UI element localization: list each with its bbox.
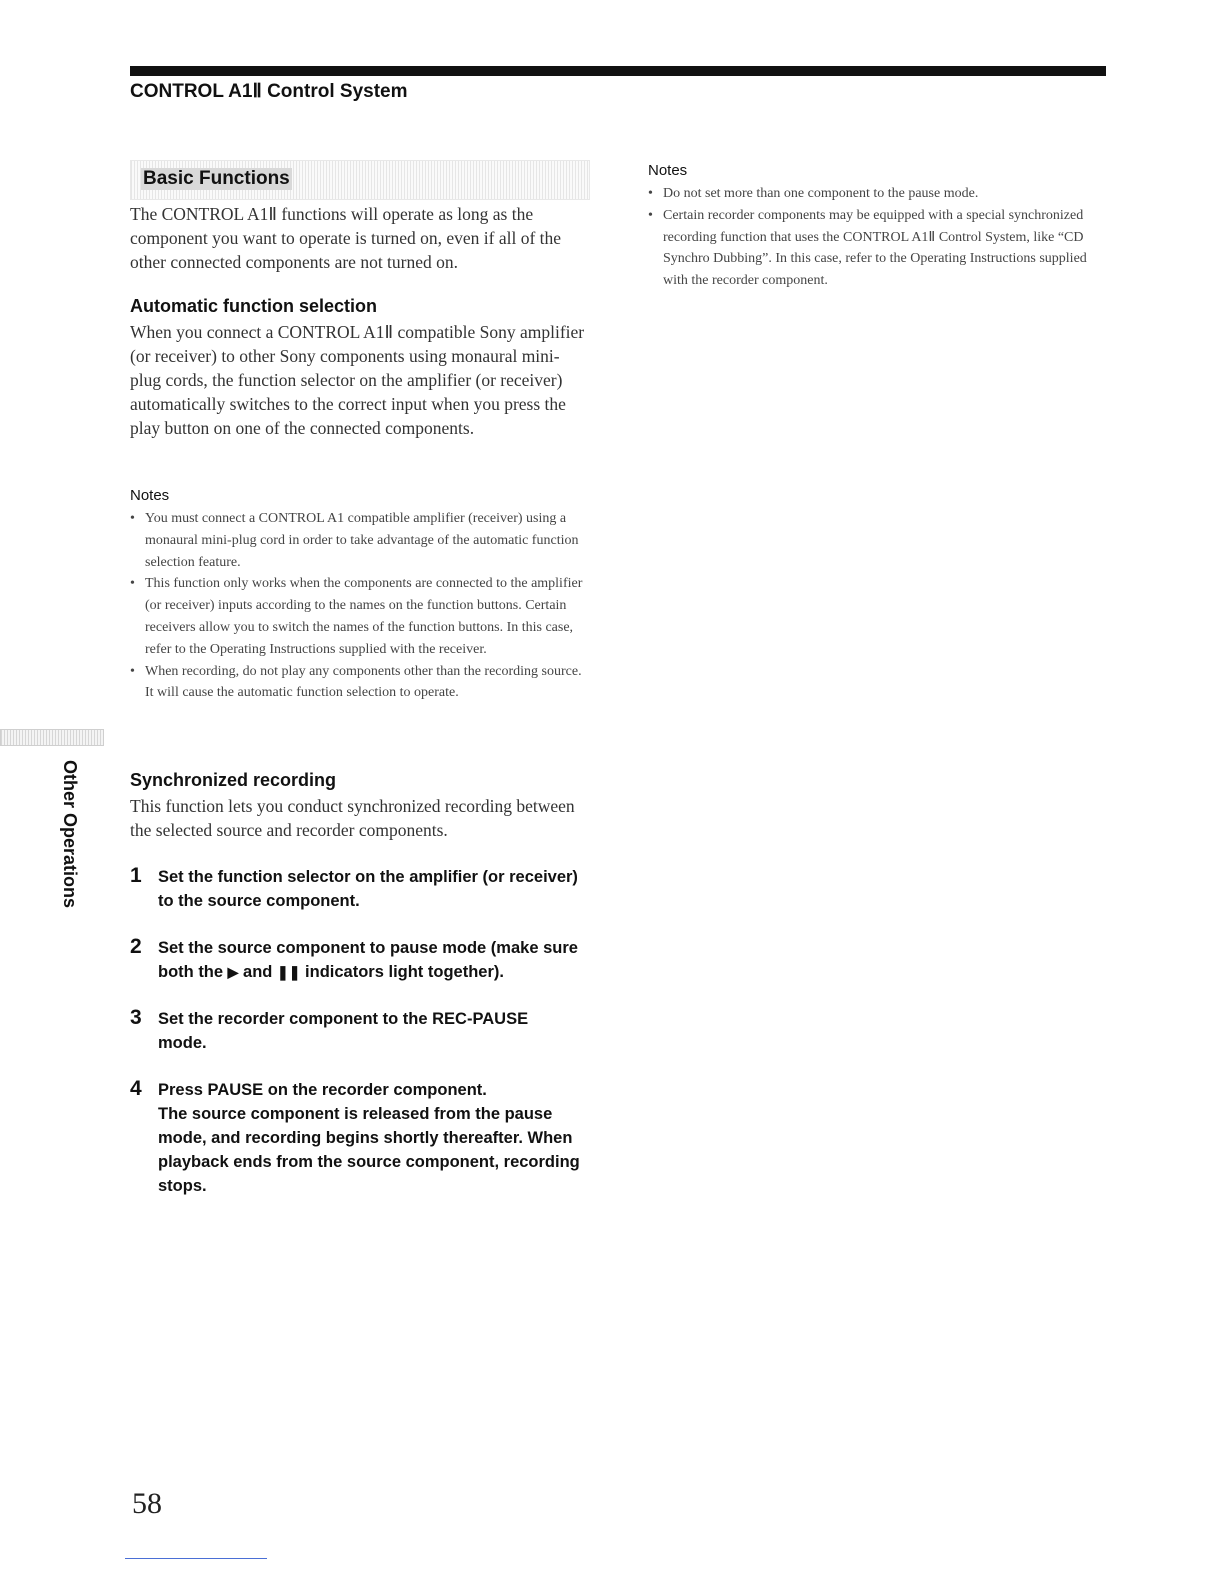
note-item: • This function only works when the components are connected to the amplifier (or receiver) inputs according to the names on the function buttons. Certain receivers allow you to switch the names of the function buttons. In this case, refer to the Operating Instructions supplied with the receiver. <box>130 573 590 660</box>
notes-list-left <box>130 508 590 704</box>
step-text: Set the recorder component to the REC-PAUSE mode. <box>158 1010 529 1052</box>
section-heading-basic-functions: Basic Functions <box>143 168 290 189</box>
step-text: Set the function selector on the amplifier (or receiver) to the source component. <box>158 868 578 910</box>
side-tab-marker <box>0 729 104 746</box>
synchronized-body: This function lets you conduct synchronized recording between the selected source and recorder components. <box>130 796 575 840</box>
note-item: • You must connect a CONTROL A1 compatible amplifier (receiver) using a monaural mini-plug cord in order to take advantage of the automatic function selection feature. <box>130 508 590 573</box>
section-banner <box>130 160 590 200</box>
notes-heading-left: Notes <box>130 487 170 504</box>
footer-line <box>125 1558 267 1559</box>
subheading-automatic-function-selection: Automatic function selection <box>130 296 378 316</box>
pause-indicator-icon: ❚❚ <box>276 964 301 980</box>
notes-heading-right: Notes <box>648 162 688 179</box>
step-text-part: and <box>243 963 273 981</box>
side-tab-label: Other Operations <box>60 760 80 909</box>
play-indicator-icon: ▶ <box>227 964 239 980</box>
step-number: 2 <box>130 935 142 958</box>
notes-list-right <box>648 183 1108 292</box>
header-rule <box>130 66 1106 76</box>
note-item: • When recording, do not play any components other than the recording source. It will cause the automatic function selection to operate. <box>130 661 590 705</box>
note-item: • Certain recorder components may be equipped with a special synchronized recording function that uses the CONTROL A1Ⅱ Control System, like “CD Synchro Dubbing”. In this case, refer to the Operating Instructions supplied with the recorder component. <box>648 205 1108 292</box>
subheading-synchronized-recording: Synchronized recording <box>130 770 337 790</box>
step-text-part: indicators light together). <box>305 963 504 981</box>
page-header-title: CONTROL A1Ⅱ Control System <box>130 81 408 102</box>
step-number: 4 <box>130 1077 142 1100</box>
step-number: 1 <box>130 864 142 887</box>
basic-functions-intro: The CONTROL A1Ⅱ functions will operate as long as the component you want to operate is turned on, even if all of the other connected components are not turned on. <box>130 204 562 272</box>
step-text-part: Set the source component to pause mode (make sure both the <box>158 939 578 981</box>
step-detail: The source component is released from the pause mode, and recording begins shortly thereafter. When playback ends from the source component, recording stops. <box>158 1105 580 1195</box>
automatic-function-body: When you connect a CONTROL A1Ⅱ compatible Sony amplifier (or receiver) to other Sony components using monaural mini-plug cords, the function selector on the amplifier (or receiver) automatically switches to the correct input when you press the play button on one of the connected components. <box>130 322 585 438</box>
note-item: • Do not set more than one component to the pause mode. <box>648 183 1108 205</box>
page-number: 58 <box>132 1487 162 1520</box>
step-number: 3 <box>130 1006 142 1029</box>
step-text <box>158 936 598 984</box>
step-text: Press PAUSE on the recorder component. <box>158 1081 487 1099</box>
